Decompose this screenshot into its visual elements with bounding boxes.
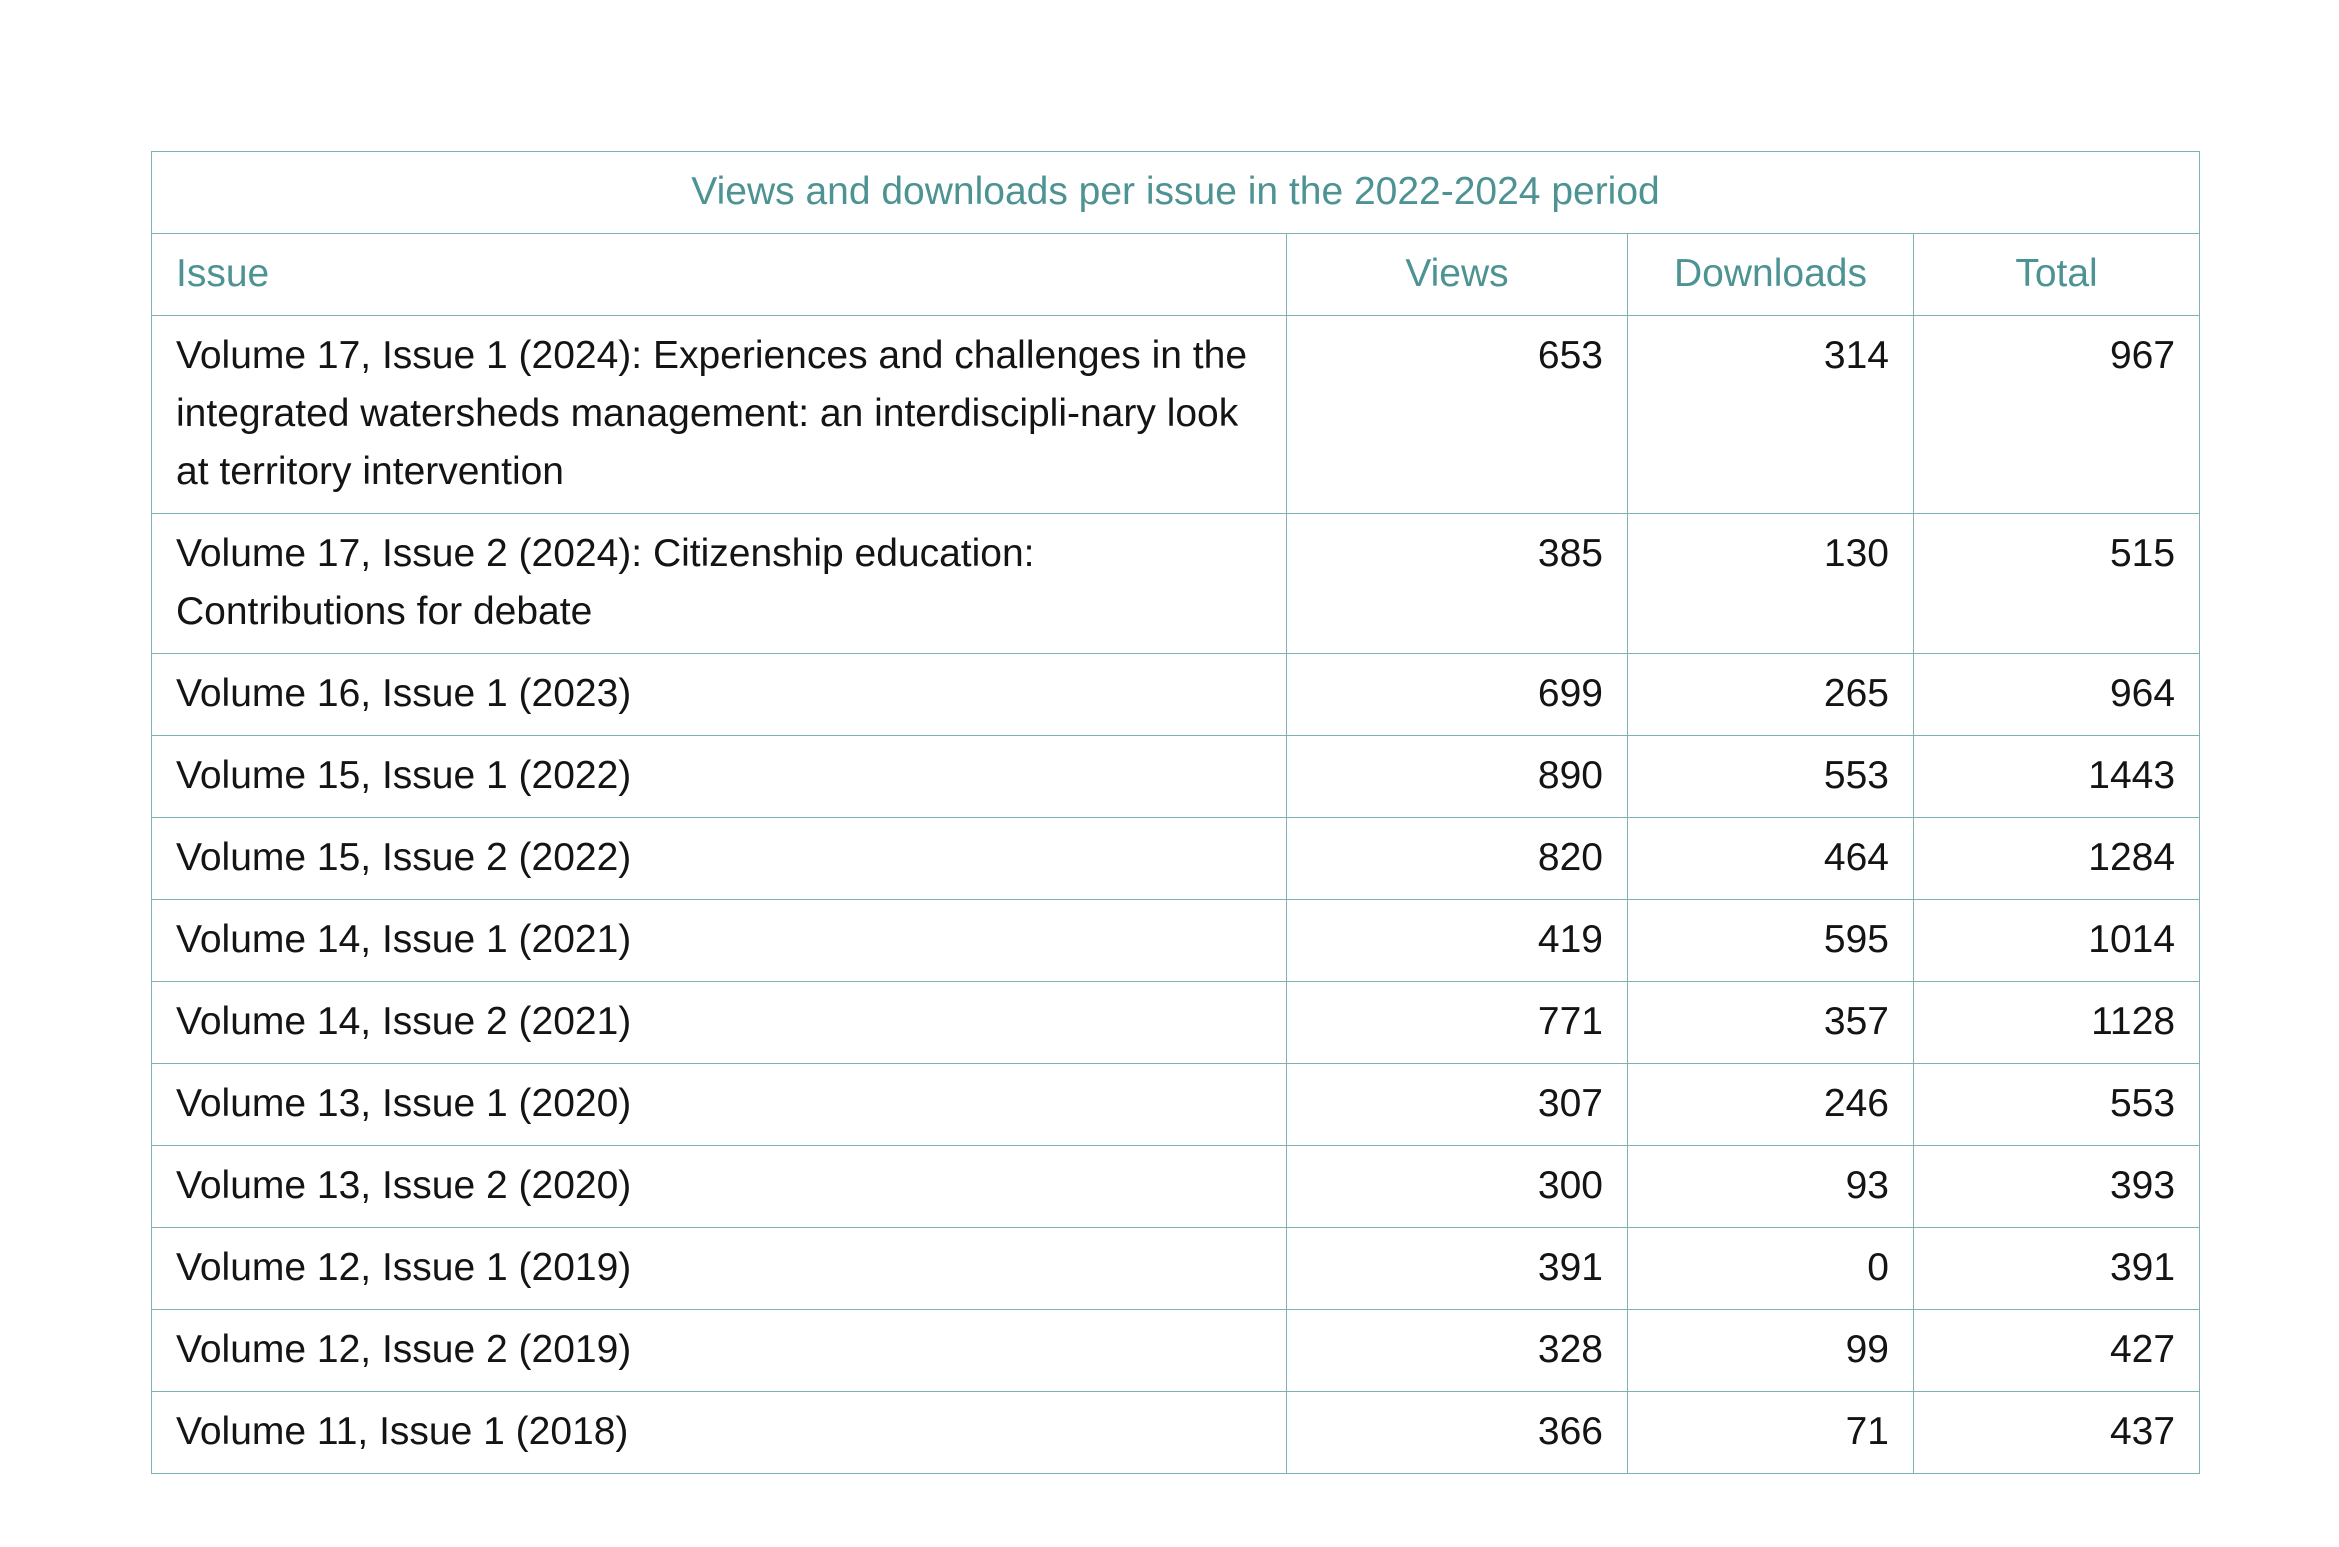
views-cell: 307 [1287, 1064, 1628, 1146]
views-cell: 820 [1287, 818, 1628, 900]
issue-cell: Volume 11, Issue 1 (2018) [152, 1392, 1287, 1474]
table-row [152, 1064, 2200, 1146]
issue-cell: Volume 12, Issue 2 (2019) [152, 1310, 1287, 1392]
header-downloads: Downloads [1628, 234, 1914, 316]
views-cell: 653 [1287, 316, 1628, 514]
downloads-cell: 130 [1628, 514, 1914, 654]
issue-cell: Volume 16, Issue 1 (2023) [152, 654, 1287, 736]
views-cell: 699 [1287, 654, 1628, 736]
header-total: Total [1914, 234, 2200, 316]
downloads-cell: 553 [1628, 736, 1914, 818]
issue-cell: Volume 12, Issue 1 (2019) [152, 1228, 1287, 1310]
issue-cell: Volume 17, Issue 1 (2024): Experiences and challenges in the integrated watersheds management: an interdiscipli-nary look at territory intervention [152, 316, 1287, 514]
total-cell: 1014 [1914, 900, 2200, 982]
header-views: Views [1287, 234, 1628, 316]
issue-cell: Volume 15, Issue 2 (2022) [152, 818, 1287, 900]
views-cell: 771 [1287, 982, 1628, 1064]
views-cell: 385 [1287, 514, 1628, 654]
downloads-cell: 265 [1628, 654, 1914, 736]
views-cell: 391 [1287, 1228, 1628, 1310]
table-row [152, 654, 2200, 736]
issue-cell: Volume 13, Issue 2 (2020) [152, 1146, 1287, 1228]
downloads-cell: 93 [1628, 1146, 1914, 1228]
downloads-cell: 314 [1628, 316, 1914, 514]
issue-cell: Volume 13, Issue 1 (2020) [152, 1064, 1287, 1146]
total-cell: 553 [1914, 1064, 2200, 1146]
table-row [152, 1146, 2200, 1228]
table-header-row [152, 234, 2200, 316]
downloads-cell: 464 [1628, 818, 1914, 900]
issue-cell: Volume 14, Issue 1 (2021) [152, 900, 1287, 982]
total-cell: 393 [1914, 1146, 2200, 1228]
table-row [152, 818, 2200, 900]
downloads-cell: 595 [1628, 900, 1914, 982]
downloads-cell: 0 [1628, 1228, 1914, 1310]
total-cell: 391 [1914, 1228, 2200, 1310]
total-cell: 964 [1914, 654, 2200, 736]
header-issue: Issue [152, 234, 1287, 316]
table-row [152, 1228, 2200, 1310]
table-row [152, 316, 2200, 514]
views-cell: 366 [1287, 1392, 1628, 1474]
views-cell: 300 [1287, 1146, 1628, 1228]
table-row [152, 1310, 2200, 1392]
issue-stats-table [151, 151, 2200, 1474]
issue-cell: Volume 14, Issue 2 (2021) [152, 982, 1287, 1064]
issue-stats-table-container [151, 151, 2199, 1474]
total-cell: 1443 [1914, 736, 2200, 818]
views-cell: 419 [1287, 900, 1628, 982]
downloads-cell: 99 [1628, 1310, 1914, 1392]
total-cell: 1284 [1914, 818, 2200, 900]
views-cell: 890 [1287, 736, 1628, 818]
downloads-cell: 71 [1628, 1392, 1914, 1474]
downloads-cell: 357 [1628, 982, 1914, 1064]
table-row [152, 514, 2200, 654]
downloads-cell: 246 [1628, 1064, 1914, 1146]
table-row [152, 736, 2200, 818]
total-cell: 427 [1914, 1310, 2200, 1392]
table-row [152, 1392, 2200, 1474]
table-caption: Views and downloads per issue in the 2022-2024 period [152, 152, 2200, 234]
table-row [152, 982, 2200, 1064]
total-cell: 1128 [1914, 982, 2200, 1064]
total-cell: 437 [1914, 1392, 2200, 1474]
table-caption-row [152, 152, 2200, 234]
total-cell: 515 [1914, 514, 2200, 654]
total-cell: 967 [1914, 316, 2200, 514]
issue-cell: Volume 17, Issue 2 (2024): Citizenship education: Contributions for debate [152, 514, 1287, 654]
issue-cell: Volume 15, Issue 1 (2022) [152, 736, 1287, 818]
views-cell: 328 [1287, 1310, 1628, 1392]
table-row [152, 900, 2200, 982]
